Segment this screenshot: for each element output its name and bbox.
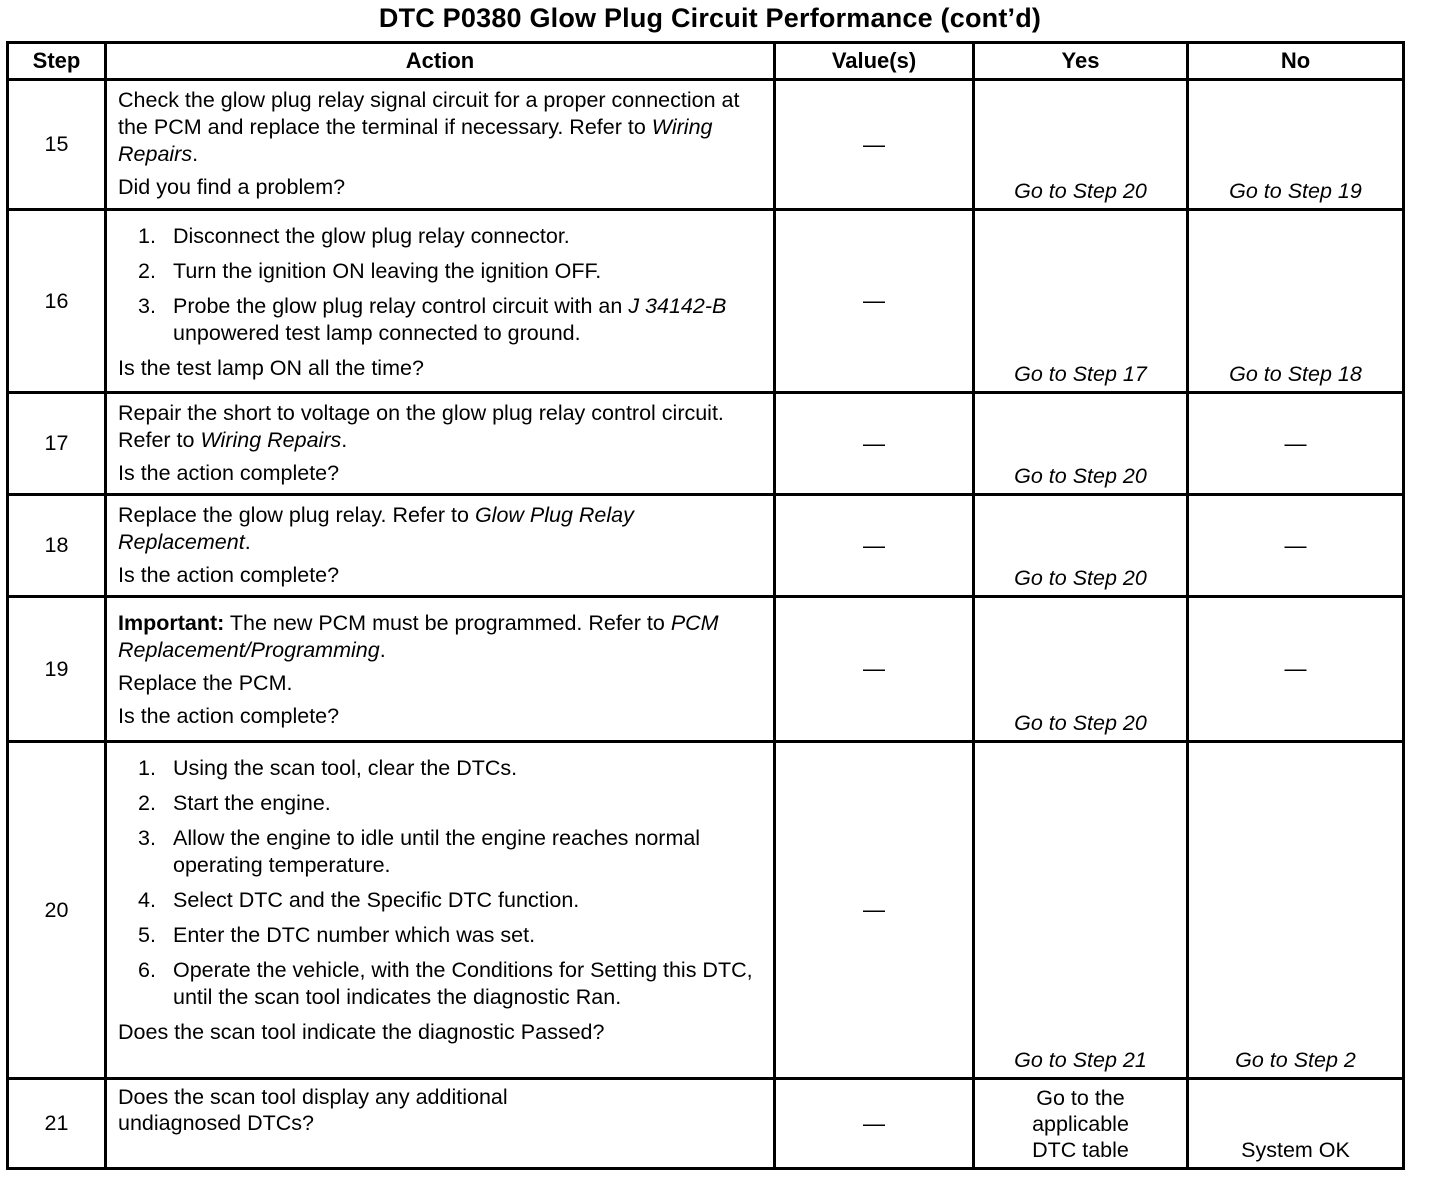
yes-result: Go to Step 20 xyxy=(974,597,1188,742)
action-text: Replace the glow plug relay. Refer to Glow Plug Relay Replacement. xyxy=(118,503,634,554)
list-item: 4. Select DTC and the Specific DTC function. xyxy=(138,888,580,912)
list-item: 6. Operate the vehicle, with the Conditions for Setting this DTC, until the scan tool indicates the diagnostic Ran. xyxy=(138,958,753,1009)
action-cell xyxy=(106,597,775,742)
no-result: Go to Step 18 xyxy=(1188,210,1404,393)
action-text: Replace the PCM. xyxy=(118,671,293,695)
no-result: Go to Step 2 xyxy=(1188,742,1404,1079)
step-number: 20 xyxy=(8,742,106,1079)
action-question: Is the action complete? xyxy=(118,461,340,485)
value-cell: — xyxy=(775,393,974,495)
action-cell xyxy=(106,393,775,495)
header-yes: Yes xyxy=(974,43,1188,80)
table-row xyxy=(8,742,1404,1079)
diagnostic-table xyxy=(6,41,1405,1170)
action-cell xyxy=(106,210,775,393)
value-cell: — xyxy=(775,210,974,393)
list-item: 5. Enter the DTC number which was set. xyxy=(138,923,536,947)
reference-link: PCM Replacement/Programming xyxy=(118,611,719,662)
no-result: — xyxy=(1188,393,1404,495)
action-question: Is the action complete? xyxy=(118,563,340,587)
important-note: Important: The new PCM must be programmed. Refer to PCM Replacement/Programming. xyxy=(118,611,719,662)
action-cell xyxy=(106,80,775,210)
no-result: Go to Step 19 xyxy=(1188,80,1404,210)
yes-result: Go to Step 20 xyxy=(974,80,1188,210)
step-number: 18 xyxy=(8,495,106,597)
list-item: 2. Start the engine. xyxy=(138,791,331,815)
yes-result: Go to Step 17 xyxy=(974,210,1188,393)
action-text: Check the glow plug relay signal circuit for a proper connection at the PCM and replace the terminal if necessary. Refer to Wiring Repairs. xyxy=(118,88,740,166)
action-question: Did you find a problem? xyxy=(118,175,346,199)
list-item: 1. Disconnect the glow plug relay connector. xyxy=(138,224,570,248)
action-cell xyxy=(106,742,775,1079)
reference-link: Wiring Repairs xyxy=(118,115,713,166)
action-steps xyxy=(118,755,763,1011)
header-no: No xyxy=(1188,43,1404,80)
page-title: DTC P0380 Glow Plug Circuit Performance (cont’d) xyxy=(378,3,1042,33)
table-row xyxy=(8,495,1404,597)
table-row xyxy=(8,393,1404,495)
reference-link: Glow Plug Relay Replacement xyxy=(118,503,634,554)
yes-result: Go to Step 20 xyxy=(974,495,1188,597)
no-result: — xyxy=(1188,495,1404,597)
action-cell xyxy=(106,1079,775,1169)
step-number: 16 xyxy=(8,210,106,393)
header-action: Action xyxy=(106,43,775,80)
value-cell: — xyxy=(775,80,974,210)
header-row xyxy=(8,43,1404,80)
action-question: Is the action complete? xyxy=(118,704,340,728)
action-question: Does the scan tool indicate the diagnostic Passed? xyxy=(118,1020,605,1044)
table-row xyxy=(8,597,1404,742)
action-question: Does the scan tool display any additional undiagnosed DTCs? xyxy=(118,1085,508,1135)
yes-result: Go to the applicable DTC table xyxy=(974,1079,1188,1169)
value-cell: — xyxy=(775,495,974,597)
reference-link: Wiring Repairs xyxy=(200,428,342,452)
action-question: Is the test lamp ON all the time? xyxy=(118,356,424,380)
list-item: 3. Allow the engine to idle until the engine reaches normal operating temperature. xyxy=(138,826,701,877)
action-steps xyxy=(118,223,763,347)
tool-reference: J 34142-B xyxy=(628,294,727,318)
no-result: System OK xyxy=(1188,1079,1404,1169)
important-label: Important: xyxy=(118,611,225,635)
header-step: Step xyxy=(8,43,106,80)
step-number: 15 xyxy=(8,80,106,210)
yes-result: Go to Step 20 xyxy=(974,393,1188,495)
value-cell: — xyxy=(775,1079,974,1169)
list-item: 1. Using the scan tool, clear the DTCs. xyxy=(138,756,518,780)
header-values: Value(s) xyxy=(775,43,974,80)
action-cell xyxy=(106,495,775,597)
yes-result: Go to Step 21 xyxy=(974,742,1188,1079)
step-number: 17 xyxy=(8,393,106,495)
value-cell: — xyxy=(775,742,974,1079)
list-item: 2. Turn the ignition ON leaving the ignition OFF. xyxy=(138,259,602,283)
value-cell: — xyxy=(775,597,974,742)
table-row xyxy=(8,1079,1404,1169)
action-text: Repair the short to voltage on the glow plug relay control circuit. Refer to Wiring Repairs. xyxy=(118,401,724,452)
table-row xyxy=(8,210,1404,393)
step-number: 21 xyxy=(8,1079,106,1169)
table-row xyxy=(8,80,1404,210)
no-result: — xyxy=(1188,597,1404,742)
step-number: 19 xyxy=(8,597,106,742)
list-item: 3. Probe the glow plug relay control circuit with an J 34142-B unpowered test lamp connected to ground. xyxy=(138,294,727,345)
